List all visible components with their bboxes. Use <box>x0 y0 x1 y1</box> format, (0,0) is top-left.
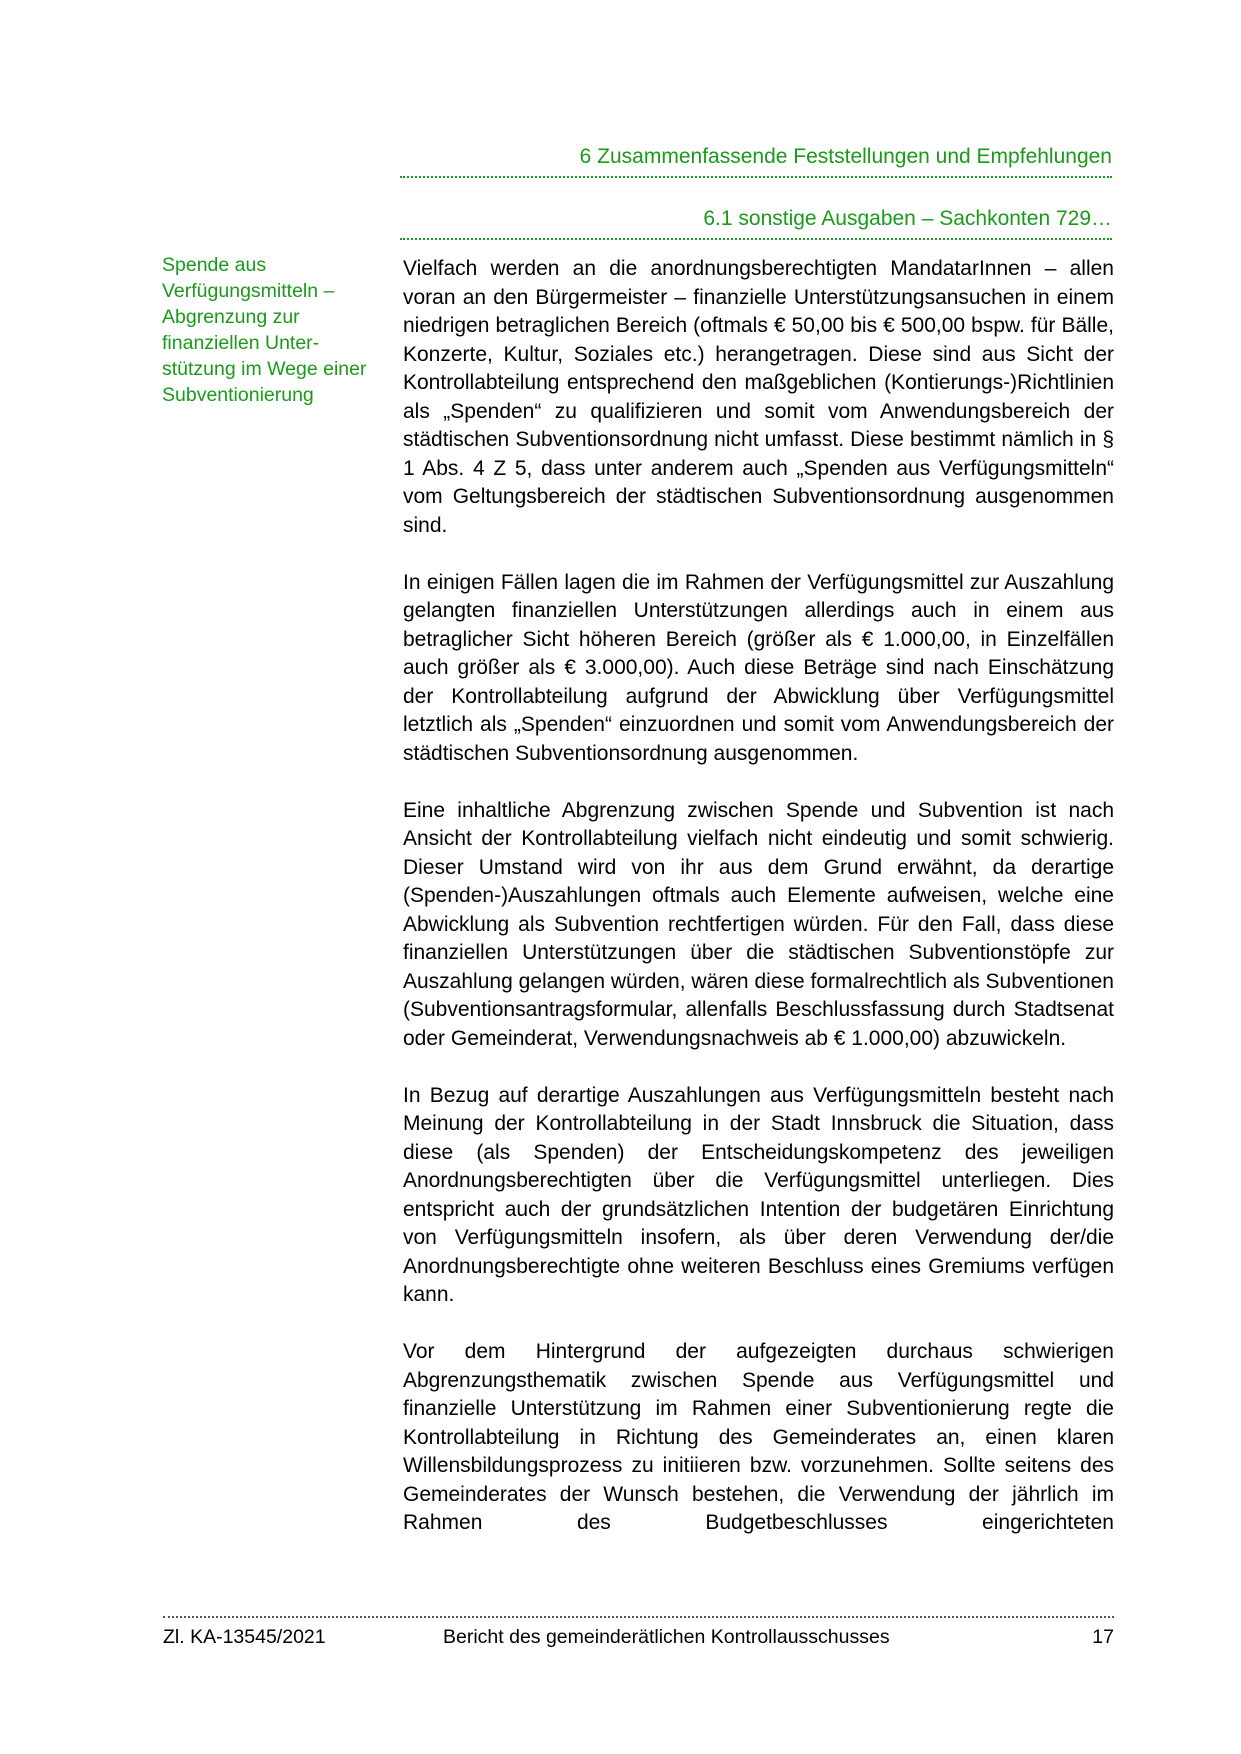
chapter-heading: 6 Zusammenfassende Feststellungen und Empfehlungen <box>400 145 1112 178</box>
paragraph-donations-definition: Vielfach werden an die anordnungsberechtigten MandatarInnen – allen voran an den Bürgermeister – finanzielle Unterstützungsansuchen in einem niedrigen betraglichen Bereich (oftmals € 50,00 bis € 500,00 bspw. für Bälle, Konzerte, Kultur, Soziales etc.) herangetragen. Diese sind aus Sicht der Kontrollabteilung entsprechend den maßgeblichen (Kontierungs-)Richtlinien als „Spenden“ zu qualifizieren und somit vom Anwendungsbereich der städtischen Subventionsordnung nicht umfasst. Diese bestimmt nämlich in § 1 Abs. 4 Z 5, dass unter anderem auch „Spenden aus Verfügungsmitteln“ vom Geltungsbereich der städtischen Subventionsordnung ausgenommen sind. <box>403 257 1114 537</box>
paragraph-delimitation: Eine inhaltliche Abgrenzung zwischen Spende und Subvention ist nach Ansicht der Kontrollabteilung vielfach nicht eindeutig und somit schwierig. Dieser Umstand wird von ihr aus dem Grund erwähnt, da derartige (Spenden-)Auszahlungen oftmals auch Elemente aufweisen, welche eine Abwicklung als Subvention rechtfertigen würden. Für den Fall, dass diese finanziellen Unterstützungen über die städtischen Subventionstöpfe zur Auszahlung gelangen würden, wären diese formalrechtlich als Subventionen (Subventionsantragsformular, allenfalls Beschlussfassung durch Stadtsenat oder Gemeinderat, Verwendungsnachweis ab € 1.000,00) abzuwickeln. <box>403 798 1114 1050</box>
paragraph-higher-amounts: In einigen Fällen lagen die im Rahmen der Verfügungsmittel zur Auszahlung gelangten finanziellen Unterstützungen allerdings auch in einem aus betraglicher Sicht höheren Bereich (größer als € 1.000,00, in Einzelfällen auch größer als € 3.000,00). Auch diese Beträge sind nach Einschätzung der Kontrollabteilung aufgrund der Abwicklung über Verfügungsmittel letztlich als „Spenden“ einzuordnen und somit vom Anwendungsbereich der städtischen Subventionsordnung ausgenommen. <box>403 570 1114 765</box>
footer-reference: Zl. KA-13545/2021 <box>163 1626 326 1648</box>
page-number: 17 <box>1092 1626 1114 1648</box>
margin-note-line: Spende aus <box>162 254 267 276</box>
margin-note-line: Abgrenzung zur <box>162 306 300 328</box>
paragraph-recommendation: Vor dem Hintergrund der aufgezeigten durchaus schwierigen Abgrenzungsthematik zwischen Spende aus Verfügungsmittel und finanzielle Unterstützung im Rahmen einer Subventionierung regte die Kontrollabteilung in Richtung des Gemeinderates an, einen klaren Willensbildungsprozess zu initiieren bzw. vorzunehmen. Sollte seitens des Gemeinderates der Wunsch bestehen, die Verwendung der jährlich im Rahmen des Budgetbeschlusses eingerichteten <box>403 1340 1114 1534</box>
paragraph-competence: In Bezug auf derartige Auszahlungen aus Verfügungsmitteln besteht nach Meinung der Kontrollabteilung in der Stadt Innsbruck die Situation, dass diese (als Spenden) der Entscheidungskompetenz des jeweiligen Anordnungsberechtigten über die Verfügungsmittel unterliegen. Dies entspricht auch der grundsätzlichen Intention der budgetären Einrichtung von Verfügungsmitteln insofern, als über deren Verwendung der/die Anordnungsberechtigte ohne weiteren Beschluss eines Gremiums verfügen kann. <box>403 1083 1114 1306</box>
section-heading: 6.1 sonstige Ausgaben – Sachkonten 729… <box>400 207 1112 240</box>
footer-title: Bericht des gemeinderätlichen Kontrollausschusses <box>443 1626 890 1648</box>
margin-note-line: Verfügungsmitteln – <box>162 280 335 302</box>
footer-divider <box>163 1616 1114 1618</box>
margin-note-line: stützung im Wege einer <box>162 358 367 380</box>
margin-note-line: Subventionierung <box>162 384 314 406</box>
margin-note <box>162 252 390 408</box>
margin-note-line: finanziellen Unter- <box>162 332 320 354</box>
body-text <box>403 255 1114 1538</box>
